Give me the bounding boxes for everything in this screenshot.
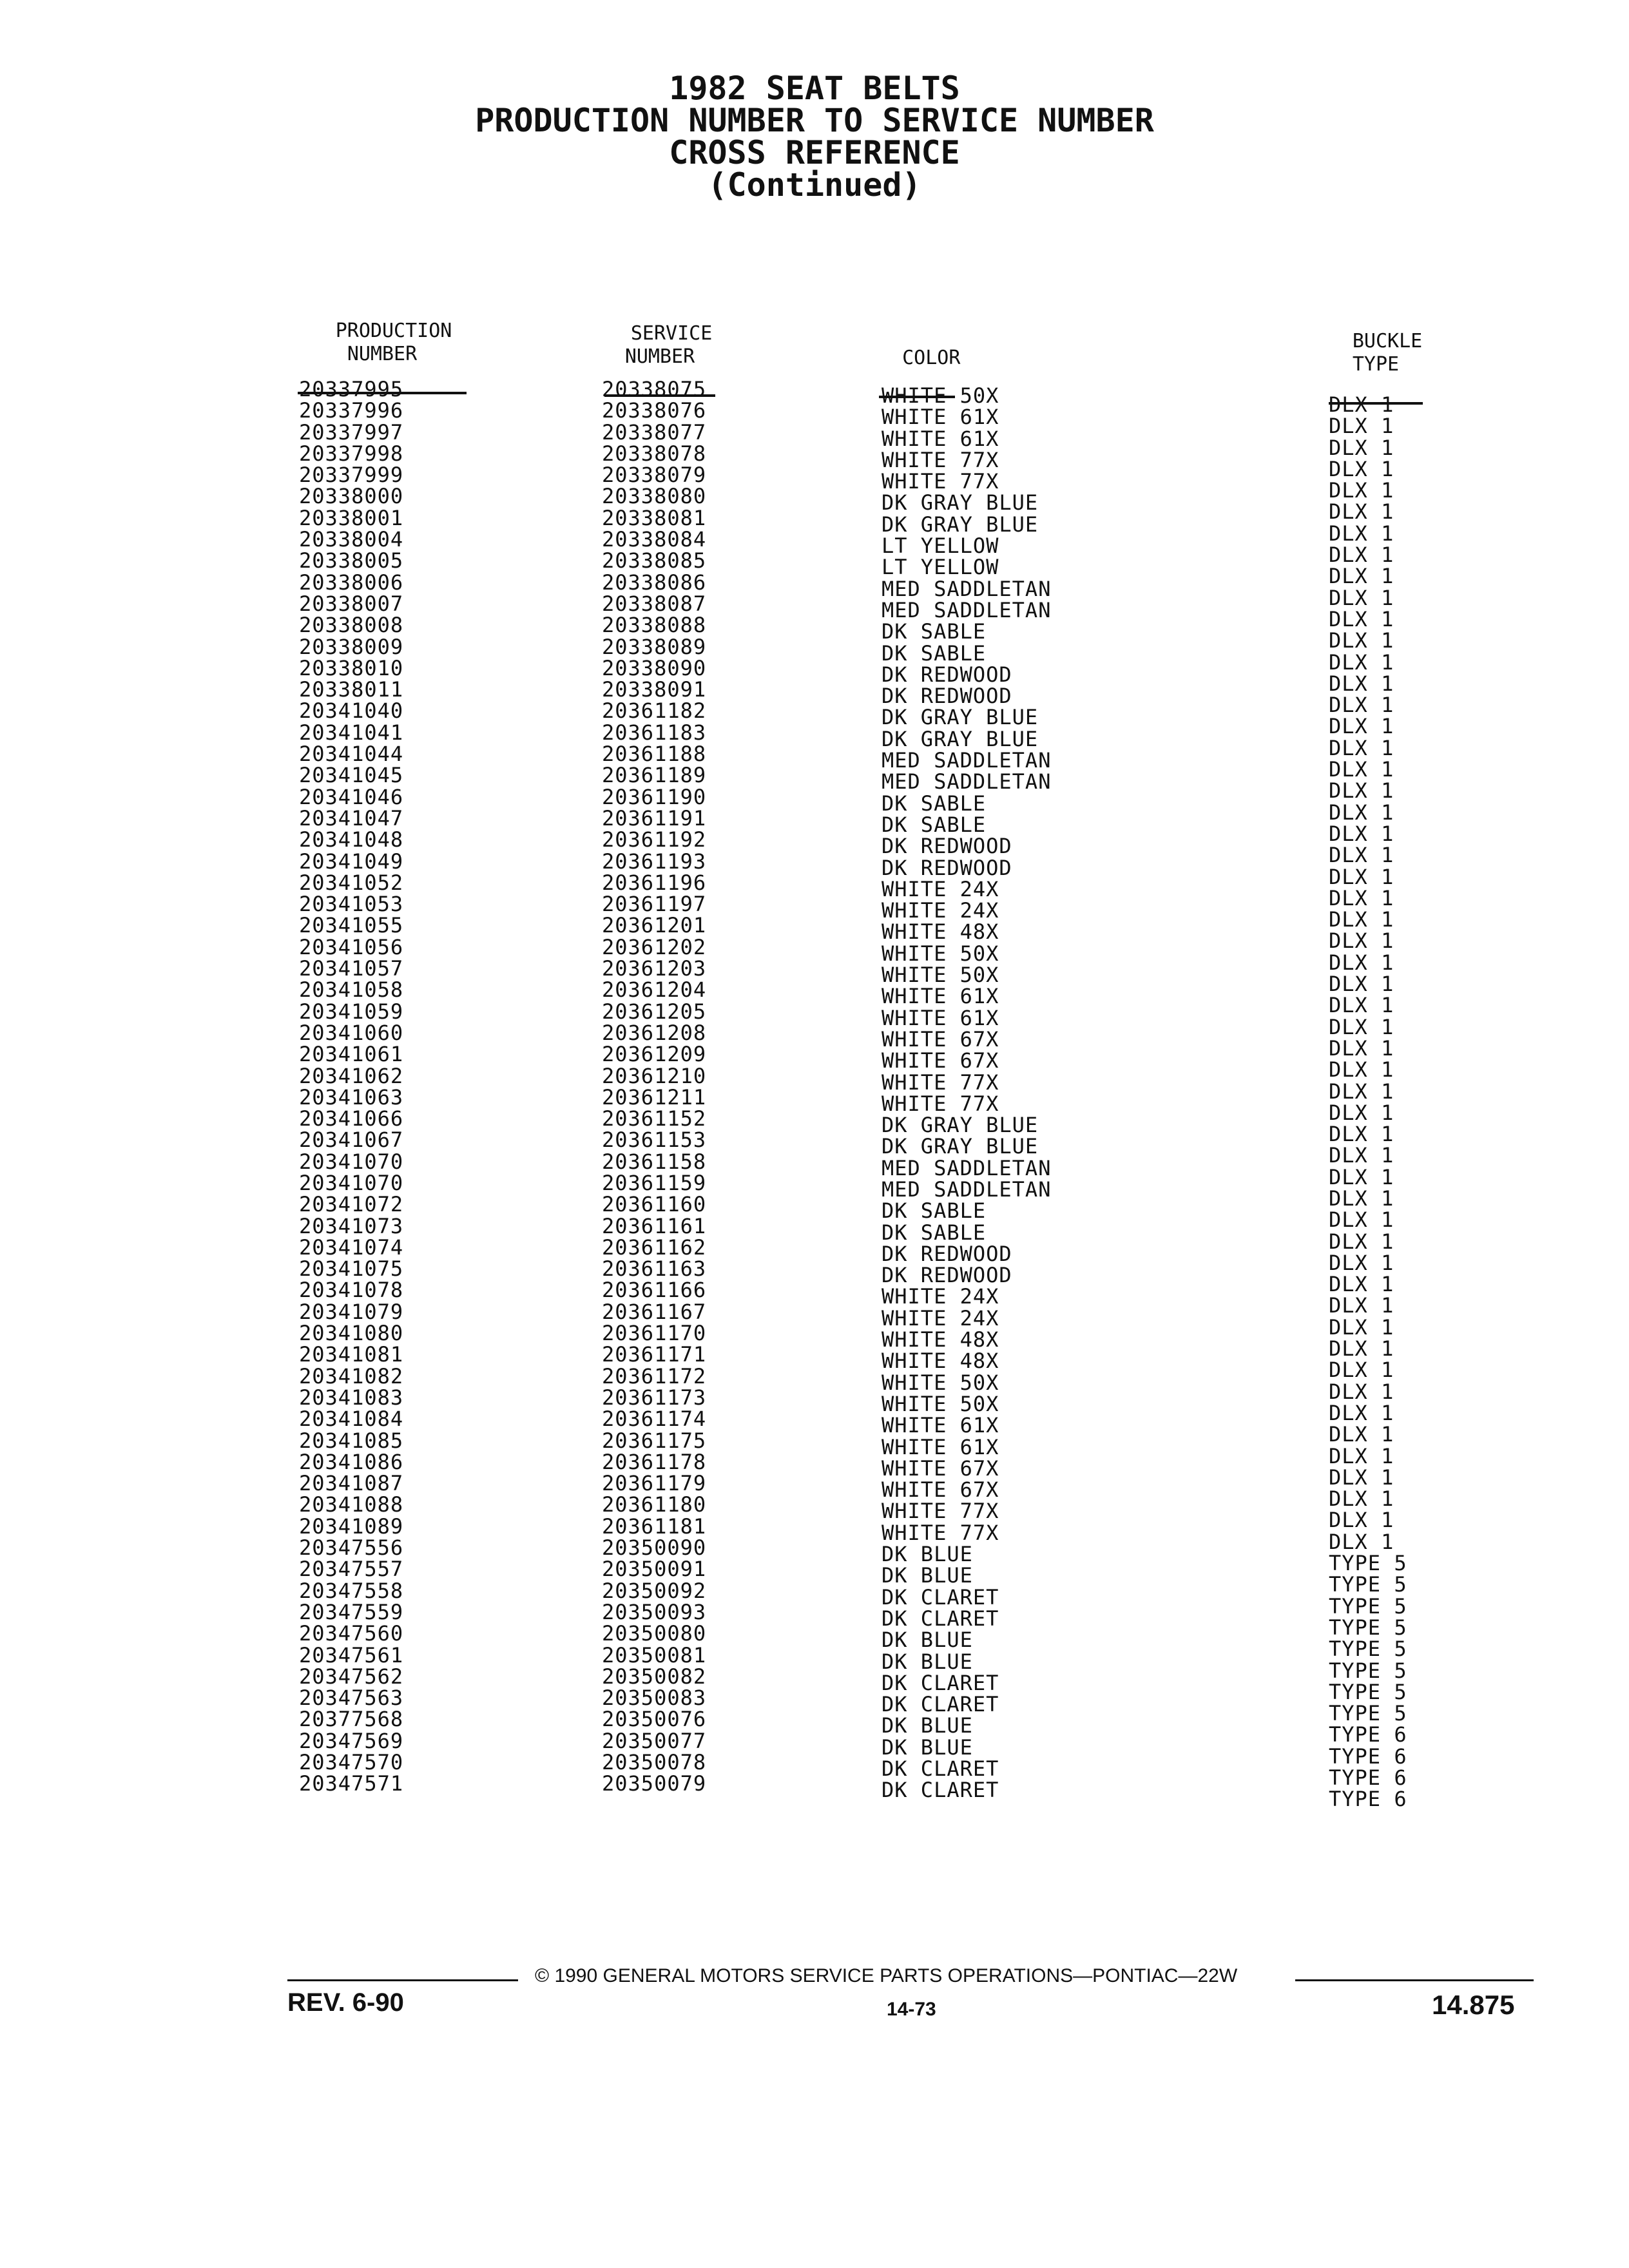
buckle-type-cell: DLX 1	[1329, 585, 1394, 610]
section-number: 14.875	[1432, 1990, 1515, 2020]
color-cell: WHITE 24X	[882, 1284, 999, 1309]
color-cell: WHITE 50X	[882, 1370, 999, 1395]
service-number-cell: 20338090	[602, 655, 707, 680]
color-cell: DK BLUE	[882, 1628, 973, 1653]
color-cell: DK REDWOOD	[882, 1241, 1012, 1266]
color-cell: WHITE 24X	[882, 876, 999, 901]
service-number-cell: 20361180	[602, 1492, 707, 1517]
color-cell: DK REDWOOD	[882, 855, 1012, 880]
production-number-cell: 20338010	[299, 655, 404, 680]
buckle-type-cell: DLX 1	[1329, 928, 1394, 954]
buckle-type-cell: DLX 1	[1329, 1035, 1394, 1061]
color-cell: DK SABLE	[882, 791, 987, 816]
buckle-type-cell: DLX 1	[1329, 1014, 1394, 1039]
buckle-type-cell: TYPE 6	[1329, 1765, 1407, 1790]
production-number-cell: 20341081	[299, 1342, 404, 1367]
production-number-cell: 20338001	[299, 505, 404, 530]
service-number-cell: 20361159	[602, 1170, 707, 1195]
color-cell: WHITE 67X	[882, 1456, 999, 1481]
color-cell: DK GRAY BLUE	[882, 1113, 1039, 1138]
buckle-type-cell: DLX 1	[1329, 1272, 1394, 1297]
buckle-type-cell: DLX 1	[1329, 1122, 1394, 1147]
color-cell: WHITE 77X	[882, 469, 999, 494]
production-number-cell: 20337997	[299, 419, 404, 445]
production-number-cell: 20338007	[299, 591, 404, 616]
color-cell: DK BLUE	[882, 1735, 973, 1760]
color-cell: WHITE 48X	[882, 1349, 999, 1374]
service-number-cell: 20361178	[602, 1449, 707, 1474]
production-number-cell: 20341047	[299, 805, 404, 831]
service-number-cell: 20338091	[602, 677, 707, 702]
service-number-cell: 20361183	[602, 720, 707, 745]
color-cell: DK GRAY BLUE	[882, 490, 1039, 515]
production-number-cell: 20341073	[299, 1213, 404, 1238]
buckle-type-cell: DLX 1	[1329, 478, 1394, 503]
production-number-cell: 20341070	[299, 1170, 404, 1195]
production-number-cell: 20341088	[299, 1492, 404, 1517]
service-number-cell: 20361203	[602, 956, 707, 981]
production-number-cell: 20341044	[299, 742, 404, 767]
color-cell: MED SADDLETAN	[882, 1155, 1052, 1180]
header-buckle-type: BUCKLE TYPE	[1329, 307, 1423, 399]
production-number-cell: 20341046	[299, 784, 404, 809]
color-cell: WHITE 77X	[882, 1520, 999, 1545]
color-cell: WHITE 48X	[882, 1327, 999, 1352]
buckle-type-cell: DLX 1	[1329, 1486, 1394, 1512]
production-number-cell: 20341075	[299, 1256, 404, 1282]
color-cell: DK BLUE	[882, 1649, 973, 1674]
buckle-type-cell: DLX 1	[1329, 1164, 1394, 1189]
service-number-cell: 20361160	[602, 1192, 707, 1217]
header-color: COLOR	[879, 323, 955, 393]
buckle-type-cell: DLX 1	[1329, 1143, 1394, 1168]
production-number-cell: 20337995	[299, 377, 404, 401]
buckle-type-cell: TYPE 5	[1329, 1658, 1407, 1683]
service-number-cell: 20338077	[602, 419, 707, 445]
production-number-cell: 20341079	[299, 1299, 404, 1324]
service-number-cell: 20350081	[602, 1642, 707, 1667]
production-number-cell: 20341083	[299, 1385, 404, 1410]
title-line-4: (Continued)	[708, 166, 921, 204]
service-number-cell: 20350091	[602, 1557, 707, 1582]
service-number-cell: 20361179	[602, 1471, 707, 1496]
production-number-cell: 20347558	[299, 1578, 404, 1603]
production-number-cell: 20341086	[299, 1449, 404, 1474]
buckle-type-cell: DLX 1	[1329, 1314, 1394, 1340]
service-number-cell: 20361171	[602, 1342, 707, 1367]
service-number-cell: 20361153	[602, 1128, 707, 1153]
service-number-cell: 20361209	[602, 1042, 707, 1067]
production-number-cell: 20341055	[299, 913, 404, 938]
color-cell: WHITE 77X	[882, 1070, 999, 1095]
buckle-type-cell: TYPE 6	[1329, 1722, 1407, 1747]
buckle-type-cell: DLX 1	[1329, 414, 1394, 439]
buckle-type-cell: TYPE 5	[1329, 1572, 1407, 1597]
service-number-cell: 20350079	[602, 1771, 707, 1796]
color-cell: DK GRAY BLUE	[882, 726, 1039, 751]
buckle-type-cell: DLX 1	[1329, 1250, 1394, 1275]
color-cell: WHITE 50X	[882, 1391, 999, 1416]
footer-rule-left	[287, 1979, 518, 1981]
production-number-cell: 20347561	[299, 1642, 404, 1667]
service-number-cell: 20361211	[602, 1084, 707, 1110]
service-number-cell: 20338084	[602, 527, 707, 552]
production-number-cell: 20337999	[299, 463, 404, 488]
color-cell: WHITE 61X	[882, 984, 999, 1009]
color-cell: DK GRAY BLUE	[882, 705, 1039, 730]
color-cell: DK SABLE	[882, 619, 987, 644]
production-number-cell: 20347569	[299, 1728, 404, 1753]
color-cell: WHITE 50X	[882, 963, 999, 988]
service-number-cell: 20361205	[602, 999, 707, 1024]
production-number-cell: 20338005	[299, 548, 404, 573]
buckle-type-cell: DLX 1	[1329, 543, 1394, 568]
buckle-type-cell: TYPE 5	[1329, 1679, 1407, 1704]
production-number-cell: 20338006	[299, 570, 404, 595]
color-cell: LT YELLOW	[882, 555, 999, 580]
color-cell: WHITE 77X	[882, 1499, 999, 1524]
color-cell: DK SABLE	[882, 640, 987, 666]
buckle-type-cell: DLX 1	[1329, 993, 1394, 1018]
service-number-cell: 20338078	[602, 441, 707, 466]
color-cell: DK GRAY BLUE	[882, 512, 1039, 537]
service-number-cell: 20350083	[602, 1686, 707, 1711]
buckle-type-cell: DLX 1	[1329, 392, 1394, 417]
service-number-cell: 20361182	[602, 698, 707, 724]
production-number-cell: 20341089	[299, 1514, 404, 1539]
buckle-type-cell: DLX 1	[1329, 456, 1394, 481]
color-cell: WHITE 61X	[882, 1413, 999, 1438]
production-number-cell: 20341060	[299, 1020, 404, 1045]
buckle-type-cell: DLX 1	[1329, 843, 1394, 868]
production-number-cell: 20347559	[299, 1599, 404, 1624]
buckle-type-cell: TYPE 5	[1329, 1637, 1407, 1662]
service-number-cell: 20361191	[602, 805, 707, 831]
color-cell: DK CLARET	[882, 1606, 999, 1631]
buckle-type-cell: DLX 1	[1329, 1100, 1394, 1125]
footer-rule-right	[1295, 1979, 1534, 1981]
production-number-cell: 20341074	[299, 1235, 404, 1260]
color-cell: DK REDWOOD	[882, 1263, 1012, 1288]
service-number-cell: 20361192	[602, 827, 707, 852]
color-cell: WHITE 50X	[882, 941, 999, 966]
production-number-cell: 20347563	[299, 1686, 404, 1711]
page-title	[0, 70, 1629, 204]
production-number-column	[299, 379, 403, 1795]
buckle-type-cell: DLX 1	[1329, 1465, 1394, 1490]
buckle-type-cell: DLX 1	[1329, 1336, 1394, 1361]
production-number-cell: 20347560	[299, 1621, 404, 1646]
production-number-cell: 20341040	[299, 698, 404, 724]
color-cell: WHITE 77X	[882, 1091, 999, 1116]
production-number-cell: 20341087	[299, 1471, 404, 1496]
production-number-cell: 20338008	[299, 613, 404, 638]
service-number-cell: 20361166	[602, 1278, 707, 1303]
buckle-type-cell: DLX 1	[1329, 864, 1394, 889]
color-cell: MED SADDLETAN	[882, 576, 1052, 601]
service-number-cell: 20350077	[602, 1728, 707, 1753]
buckle-type-cell: DLX 1	[1329, 499, 1394, 524]
service-number-cell: 20338080	[602, 484, 707, 509]
service-number-cell: 20361158	[602, 1149, 707, 1174]
color-cell: WHITE 67X	[882, 1026, 999, 1052]
production-number-cell: 20341066	[299, 1106, 404, 1131]
buckle-type-column	[1329, 394, 1407, 1811]
buckle-type-cell: DLX 1	[1329, 1229, 1394, 1254]
production-number-cell: 20347562	[299, 1664, 404, 1689]
production-number-cell: 20337996	[299, 398, 404, 423]
buckle-type-cell: DLX 1	[1329, 521, 1394, 546]
buckle-type-cell: DLX 1	[1329, 649, 1394, 675]
production-number-cell: 20341056	[299, 934, 404, 959]
production-number-cell: 20341061	[299, 1042, 404, 1067]
buckle-type-cell: DLX 1	[1329, 1057, 1394, 1082]
service-number-cell: 20338076	[602, 398, 707, 423]
production-number-cell: 20347570	[299, 1750, 404, 1774]
color-cell: DK REDWOOD	[882, 834, 1012, 859]
service-number-cell: 20361193	[602, 849, 707, 874]
service-number-cell: 20338088	[602, 613, 707, 638]
service-number-cell: 20350076	[602, 1707, 707, 1732]
color-cell: WHITE 61X	[882, 426, 999, 451]
buckle-type-cell: DLX 1	[1329, 1079, 1394, 1104]
service-number-cell: 20361210	[602, 1063, 707, 1088]
service-number-cell: 20361202	[602, 934, 707, 959]
production-number-cell: 20347571	[299, 1771, 404, 1796]
production-number-cell: 20341058	[299, 977, 404, 1003]
production-number-cell: 20341049	[299, 849, 404, 874]
color-cell: WHITE 61X	[882, 1005, 999, 1030]
color-column	[882, 385, 1051, 1802]
service-number-cell: 20361170	[602, 1321, 707, 1346]
buckle-type-cell: DLX 1	[1329, 1186, 1394, 1211]
production-number-cell: 20338011	[299, 677, 404, 702]
buckle-type-cell: DLX 1	[1329, 564, 1394, 589]
buckle-type-cell: DLX 1	[1329, 1422, 1394, 1447]
color-cell: MED SADDLETAN	[882, 1177, 1052, 1202]
service-number-cell: 20361188	[602, 742, 707, 767]
service-number-cell: 20350080	[602, 1621, 707, 1646]
copyright-notice: © 1990 GENERAL MOTORS SERVICE PARTS OPERATIONS—PONTIAC—22W	[535, 1965, 1238, 1986]
production-number-cell: 20347557	[299, 1557, 404, 1582]
buckle-type-cell: DLX 1	[1329, 628, 1394, 653]
header-production-number: PRODUCTION NUMBER	[298, 296, 467, 389]
service-number-cell: 20361204	[602, 977, 707, 1003]
buckle-type-cell: DLX 1	[1329, 1379, 1394, 1404]
production-number-cell: 20341085	[299, 1428, 404, 1453]
buckle-type-cell: DLX 1	[1329, 1358, 1394, 1383]
service-number-cell: 20361181	[602, 1514, 707, 1539]
color-cell: DK REDWOOD	[882, 662, 1012, 687]
buckle-type-cell: DLX 1	[1329, 693, 1394, 718]
title-line-1: 1982 SEAT BELTS	[669, 70, 960, 107]
color-cell: WHITE 77X	[882, 447, 999, 472]
header-service-number: SERVICE NUMBER	[604, 299, 715, 392]
service-number-cell: 20361174	[602, 1407, 707, 1432]
buckle-type-cell: DLX 1	[1329, 907, 1394, 932]
service-number-cell: 20338086	[602, 570, 707, 595]
buckle-type-cell: TYPE 6	[1329, 1787, 1407, 1812]
color-cell: WHITE 67X	[882, 1477, 999, 1503]
revision-label: REV. 6-90	[287, 1988, 404, 2017]
service-number-cell: 20350092	[602, 1578, 707, 1603]
service-number-cell: 20338085	[602, 548, 707, 573]
color-cell: DK CLARET	[882, 1778, 999, 1803]
color-cell: DK SABLE	[882, 1220, 987, 1245]
service-number-cell: 20361163	[602, 1256, 707, 1282]
title-line-3: CROSS REFERENCE	[669, 134, 960, 171]
production-number-cell: 20341078	[299, 1278, 404, 1303]
buckle-type-cell: DLX 1	[1329, 1508, 1394, 1533]
color-cell: DK SABLE	[882, 812, 987, 837]
color-cell: DK SABLE	[882, 1198, 987, 1224]
color-cell: MED SADDLETAN	[882, 748, 1052, 773]
buckle-type-cell: DLX 1	[1329, 1293, 1394, 1318]
buckle-type-cell: DLX 1	[1329, 972, 1394, 997]
service-number-cell: 20338075	[602, 377, 707, 401]
production-number-cell: 20337998	[299, 441, 404, 466]
production-number-cell: 20341082	[299, 1363, 404, 1389]
color-cell: DK BLUE	[882, 1713, 973, 1738]
service-number-cell: 20350078	[602, 1750, 707, 1774]
color-cell: WHITE 67X	[882, 1048, 999, 1073]
service-number-column	[602, 379, 706, 1795]
buckle-type-cell: DLX 1	[1329, 778, 1394, 803]
production-number-cell: 20338004	[299, 527, 404, 552]
service-number-cell: 20350090	[602, 1535, 707, 1561]
service-number-cell: 20361161	[602, 1213, 707, 1238]
service-number-cell: 20361152	[602, 1106, 707, 1131]
buckle-type-cell: DLX 1	[1329, 671, 1394, 696]
color-cell: MED SADDLETAN	[882, 597, 1052, 622]
color-cell: WHITE 24X	[882, 1305, 999, 1331]
production-number-cell: 20341048	[299, 827, 404, 852]
color-cell: WHITE 48X	[882, 919, 999, 945]
service-number-cell: 20361196	[602, 870, 707, 895]
buckle-type-cell: DLX 1	[1329, 1207, 1394, 1233]
buckle-type-cell: DLX 1	[1329, 821, 1394, 846]
color-cell: DK CLARET	[882, 1692, 999, 1717]
buckle-type-cell: DLX 1	[1329, 1529, 1394, 1554]
page-number: 14-73	[887, 1999, 936, 2020]
service-number-cell: 20361162	[602, 1235, 707, 1260]
color-cell: DK GRAY BLUE	[882, 1134, 1039, 1159]
service-number-cell: 20361173	[602, 1385, 707, 1410]
service-number-cell: 20338089	[602, 634, 707, 659]
buckle-type-cell: DLX 1	[1329, 885, 1394, 910]
color-cell: DK REDWOOD	[882, 684, 1012, 709]
service-number-cell: 20361189	[602, 763, 707, 788]
production-number-cell: 20338009	[299, 634, 404, 659]
buckle-type-cell: TYPE 5	[1329, 1551, 1407, 1576]
service-number-cell: 20338087	[602, 591, 707, 616]
buckle-type-cell: DLX 1	[1329, 735, 1394, 760]
service-number-cell: 20350082	[602, 1664, 707, 1689]
service-number-cell: 20361167	[602, 1299, 707, 1324]
production-number-cell: 20341080	[299, 1321, 404, 1346]
buckle-type-cell: DLX 1	[1329, 714, 1394, 739]
service-number-cell: 20361190	[602, 784, 707, 809]
service-number-cell: 20338081	[602, 505, 707, 530]
service-number-cell: 20361175	[602, 1428, 707, 1453]
buckle-type-cell: DLX 1	[1329, 800, 1394, 825]
production-number-cell: 20341041	[299, 720, 404, 745]
production-number-cell: 20341062	[299, 1063, 404, 1088]
service-number-cell: 20361201	[602, 913, 707, 938]
buckle-type-cell: DLX 1	[1329, 606, 1394, 631]
color-cell: DK CLARET	[882, 1756, 999, 1781]
service-number-cell: 20361208	[602, 1020, 707, 1045]
production-number-cell: 20338000	[299, 484, 404, 509]
service-number-cell: 20350093	[602, 1599, 707, 1624]
production-number-cell: 20341067	[299, 1128, 404, 1153]
production-number-cell: 20341057	[299, 956, 404, 981]
production-number-cell: 20347556	[299, 1535, 404, 1561]
buckle-type-cell: DLX 1	[1329, 950, 1394, 975]
buckle-type-cell: DLX 1	[1329, 1400, 1394, 1425]
buckle-type-cell: TYPE 5	[1329, 1701, 1407, 1726]
color-cell: WHITE 61X	[882, 405, 999, 430]
production-number-cell: 20341045	[299, 763, 404, 788]
service-number-cell: 20361197	[602, 892, 707, 917]
production-number-cell: 20341063	[299, 1084, 404, 1110]
color-cell: DK BLUE	[882, 1563, 973, 1588]
buckle-type-cell: TYPE 5	[1329, 1615, 1407, 1640]
color-cell: DK BLUE	[882, 1542, 973, 1567]
buckle-type-cell: DLX 1	[1329, 435, 1394, 460]
service-number-cell: 20361172	[602, 1363, 707, 1389]
production-number-cell: 20341084	[299, 1407, 404, 1432]
production-number-cell: 20341059	[299, 999, 404, 1024]
color-cell: MED SADDLETAN	[882, 769, 1052, 794]
color-cell: WHITE 24X	[882, 898, 999, 923]
buckle-type-cell: TYPE 6	[1329, 1744, 1407, 1769]
production-number-cell: 20341072	[299, 1192, 404, 1217]
color-cell: WHITE 61X	[882, 1434, 999, 1459]
production-number-cell: 20341052	[299, 870, 404, 895]
production-number-cell: 20377568	[299, 1707, 404, 1732]
title-line-2: PRODUCTION NUMBER TO SERVICE NUMBER	[475, 102, 1154, 139]
buckle-type-cell: TYPE 5	[1329, 1593, 1407, 1619]
buckle-type-cell: DLX 1	[1329, 757, 1394, 782]
color-cell: LT YELLOW	[882, 533, 999, 559]
color-cell: DK CLARET	[882, 1584, 999, 1610]
color-cell: WHITE 50X	[882, 383, 999, 408]
color-cell: DK CLARET	[882, 1670, 999, 1695]
production-number-cell: 20341053	[299, 892, 404, 917]
buckle-type-cell: DLX 1	[1329, 1443, 1394, 1468]
production-number-cell: 20341070	[299, 1149, 404, 1174]
service-number-cell: 20338079	[602, 463, 707, 488]
